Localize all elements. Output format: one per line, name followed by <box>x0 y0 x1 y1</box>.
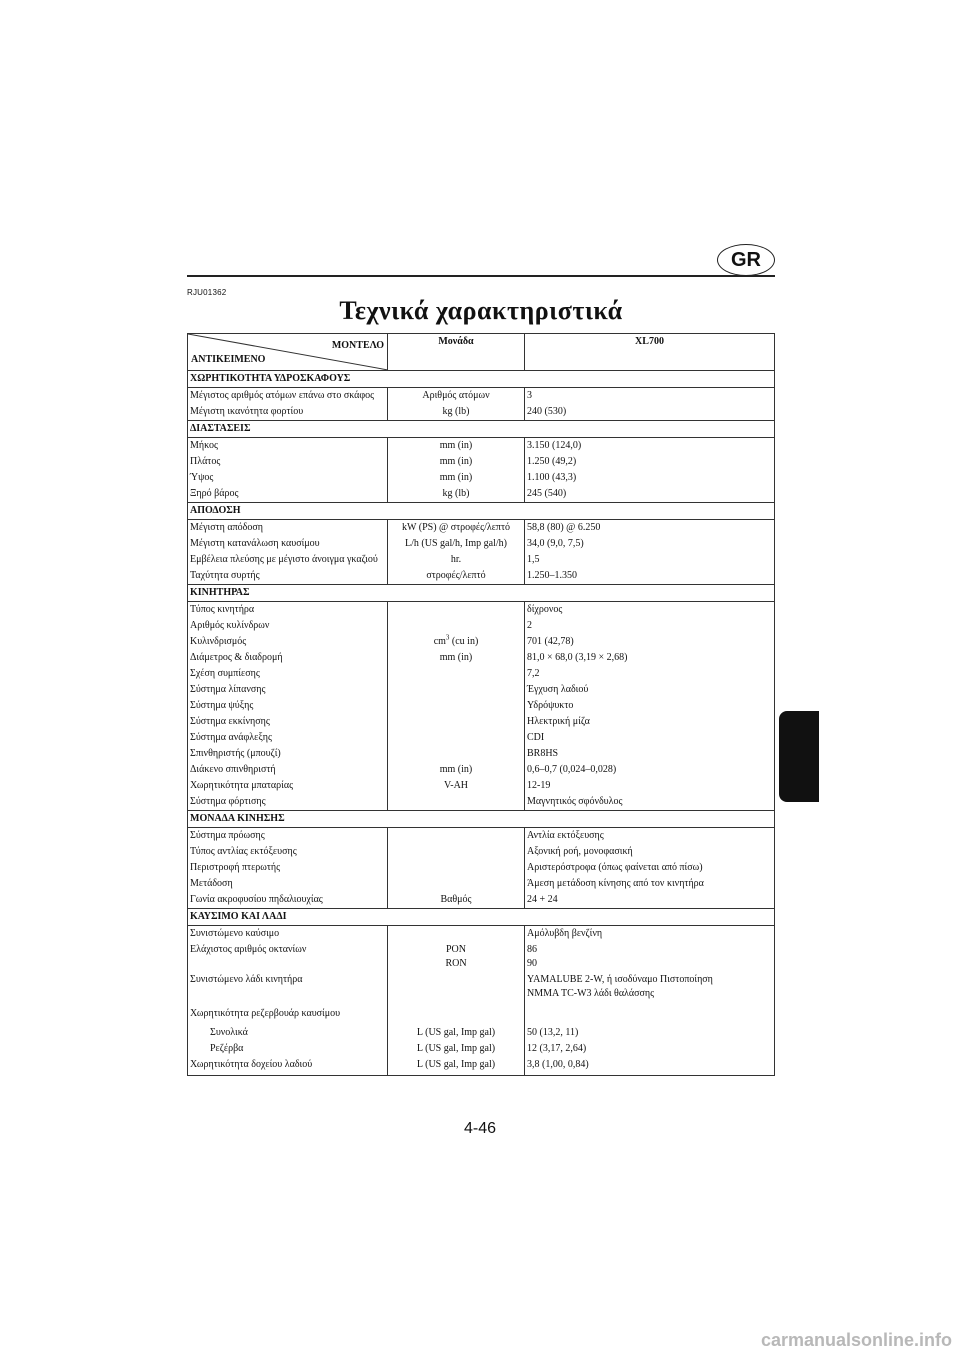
row-unit: Βαθμός <box>388 892 525 909</box>
row-unit: mm (in) <box>388 454 525 470</box>
table-row <box>188 1002 775 1022</box>
row-unit <box>388 602 525 619</box>
section-dimensions <box>188 421 775 438</box>
section-title: ΔΙΑΣΤΑΣΕΙΣ <box>188 421 775 438</box>
table-row <box>188 1022 775 1041</box>
row-unit <box>388 926 525 943</box>
row-unit: kg (lb) <box>388 404 525 421</box>
row-unit: kW (PS) @ στροφές/λεπτό <box>388 520 525 537</box>
row-label: Εμβέλεια πλεύσης με μέγιστο άνοιγμα γκαζιού <box>188 552 388 568</box>
row-unit <box>388 730 525 746</box>
section-engine <box>188 585 775 602</box>
row-value <box>525 972 775 1002</box>
unit-rest: (cu in) <box>449 636 479 647</box>
table-row <box>188 536 775 552</box>
table-row <box>188 778 775 794</box>
row-label: Ξηρό βάρος <box>188 486 388 503</box>
row-label: Μέγιστη κατανάλωση καυσίμου <box>188 536 388 552</box>
section-drive-unit <box>188 811 775 828</box>
row-unit <box>388 844 525 860</box>
row-value: 3 <box>525 388 775 405</box>
language-badge: GR <box>717 244 775 276</box>
section-title: ΚΑΥΣΙΜΟ ΚΑΙ ΛΑΔΙ <box>188 909 775 926</box>
row-label: Σύστημα ψύξης <box>188 698 388 714</box>
row-value: 12-19 <box>525 778 775 794</box>
value-line-1: YAMALUBE 2-W, ή ισοδύναμο Πιστοποίηση <box>527 974 713 985</box>
row-label: Περιστροφή πτερωτής <box>188 860 388 876</box>
table-row <box>188 698 775 714</box>
row-value: 7,2 <box>525 666 775 682</box>
header-model-label: ΜΟΝΤΕΛΟ <box>331 340 384 351</box>
row-unit <box>388 698 525 714</box>
row-label: Τύπος αντλίας εκτόξευσης <box>188 844 388 860</box>
document-code: RJU01362 <box>187 288 227 297</box>
row-unit <box>388 828 525 845</box>
row-unit: V-AH <box>388 778 525 794</box>
row-value: Ηλεκτρική μίζα <box>525 714 775 730</box>
row-unit <box>388 794 525 811</box>
table-row <box>188 650 775 666</box>
row-unit: L (US gal, Imp gal) <box>388 1057 525 1076</box>
row-value: 24 + 24 <box>525 892 775 909</box>
table-row <box>188 972 775 1002</box>
row-unit <box>388 618 525 634</box>
table-row <box>188 454 775 470</box>
section-capacity <box>188 371 775 388</box>
row-unit: L (US gal, Imp gal) <box>388 1041 525 1057</box>
table-row <box>188 730 775 746</box>
table-row <box>188 520 775 537</box>
table-row <box>188 762 775 778</box>
row-label: Συνιστώμενο καύσιμο <box>188 926 388 943</box>
unit-base: cm <box>433 636 446 647</box>
row-unit: hr. <box>388 552 525 568</box>
table-row <box>188 634 775 650</box>
section-title: ΑΠΟΔΟΣΗ <box>188 503 775 520</box>
section-performance <box>188 503 775 520</box>
table-row <box>188 926 775 943</box>
table-row <box>188 876 775 892</box>
row-value <box>525 1002 775 1022</box>
table-row <box>188 844 775 860</box>
row-value: 0,6–0,7 (0,024–0,028) <box>525 762 775 778</box>
page-number: 4-46 <box>463 1120 497 1137</box>
table-row <box>188 486 775 503</box>
value-line-2: NMMA TC-W3 λάδι θαλάσσης <box>527 988 655 999</box>
table-row <box>188 714 775 730</box>
value-pon: 86 <box>527 944 537 955</box>
row-label: Αριθμός κυλίνδρων <box>188 618 388 634</box>
header-item-label: ΑΝΤΙΚΕΙΜΕΝΟ <box>191 354 266 365</box>
value-ron: 90 <box>527 958 537 969</box>
row-value: 1,5 <box>525 552 775 568</box>
table-row <box>188 892 775 909</box>
row-value: Άμεση μετάδοση κίνησης από τον κινητήρα <box>525 876 775 892</box>
unit-pon: PON <box>445 944 466 955</box>
row-label: Ύψος <box>188 470 388 486</box>
row-value: 3,8 (1,00, 0,84) <box>525 1057 775 1076</box>
row-label: Σύστημα φόρτισης <box>188 794 388 811</box>
row-value: δίχρονος <box>525 602 775 619</box>
row-unit: mm (in) <box>388 650 525 666</box>
row-unit: Αριθμός ατόμων <box>388 388 525 405</box>
row-label: Συνιστώμενο λάδι κινητήρα <box>188 972 388 1002</box>
unit-ron: RON <box>445 958 467 969</box>
row-label: Συνολικά <box>188 1022 388 1041</box>
row-label: Σύστημα πρόωσης <box>188 828 388 845</box>
section-title: ΜΟΝΑΔΑ ΚΙΝΗΣΗΣ <box>188 811 775 828</box>
row-label: Χωρητικότητα μπαταρίας <box>188 778 388 794</box>
table-row <box>188 942 775 972</box>
row-value: 58,8 (80) @ 6.250 <box>525 520 775 537</box>
row-label: Σύστημα ανάφλεξης <box>188 730 388 746</box>
row-label: Μήκος <box>188 438 388 455</box>
row-label: Χωρητικότητα δοχείου λαδιού <box>188 1057 388 1076</box>
row-value: Αντλία εκτόξευσης <box>525 828 775 845</box>
row-label: Μέγιστη ικανότητα φορτίου <box>188 404 388 421</box>
row-label: Σύστημα εκκίνησης <box>188 714 388 730</box>
row-label: Διάκενο σπινθηριστή <box>188 762 388 778</box>
section-title: ΚΙΝΗΤΗΡΑΣ <box>188 585 775 602</box>
table-row <box>188 794 775 811</box>
row-unit <box>388 1002 525 1022</box>
row-value: 1.250 (49,2) <box>525 454 775 470</box>
table-row <box>188 470 775 486</box>
row-label: Γωνία ακροφυσίου πηδαλιουχίας <box>188 892 388 909</box>
table-row <box>188 438 775 455</box>
row-value: 1.100 (43,3) <box>525 470 775 486</box>
row-unit <box>388 666 525 682</box>
row-label: Πλάτος <box>188 454 388 470</box>
row-value <box>525 942 775 972</box>
table-row <box>188 828 775 845</box>
row-value: 50 (13,2, 11) <box>525 1022 775 1041</box>
table-row <box>188 618 775 634</box>
row-label: Σχέση συμπίεσης <box>188 666 388 682</box>
row-value: 81,0 × 68,0 (3,19 × 2,68) <box>525 650 775 666</box>
row-value: BR8HS <box>525 746 775 762</box>
watermark: carmanualsonline.info <box>760 1330 952 1350</box>
row-value: Αριστερόστροφα (όπως φαίνεται από πίσω) <box>525 860 775 876</box>
row-value: 245 (540) <box>525 486 775 503</box>
section-fuel-oil <box>188 909 775 926</box>
row-value: 1.250–1.350 <box>525 568 775 585</box>
chapter-tab <box>779 711 819 802</box>
row-unit <box>388 682 525 698</box>
row-label: Ρεζέρβα <box>188 1041 388 1057</box>
row-label: Ελάχιστος αριθμός οκτανίων <box>188 942 388 972</box>
row-unit: mm (in) <box>388 762 525 778</box>
row-label: Τύπος κινητήρα <box>188 602 388 619</box>
section-title: ΧΩΡΗΤΙΚΟΤΗΤΑ ΥΔΡΟΣΚΑΦΟΥΣ <box>188 371 775 388</box>
row-value: 3.150 (124,0) <box>525 438 775 455</box>
row-label: Ταχύτητα συρτής <box>188 568 388 585</box>
row-value: 2 <box>525 618 775 634</box>
table-row <box>188 388 775 405</box>
specifications-table <box>187 333 775 1076</box>
diagonal-header-cell <box>188 334 388 371</box>
row-value: 701 (42,78) <box>525 634 775 650</box>
table-row <box>188 1041 775 1057</box>
table-header-row <box>188 334 775 371</box>
row-value: Μαγνητικός σφόνδυλος <box>525 794 775 811</box>
unit-superscript: 3 <box>445 633 450 642</box>
row-value: 12 (3,17, 2,64) <box>525 1041 775 1057</box>
table-row <box>188 602 775 619</box>
header-model-name: XL700 <box>525 334 775 371</box>
table-row <box>188 404 775 421</box>
row-value: CDI <box>525 730 775 746</box>
row-unit <box>388 942 525 972</box>
table-row <box>188 682 775 698</box>
row-unit <box>388 860 525 876</box>
row-unit: mm (in) <box>388 438 525 455</box>
row-unit <box>388 714 525 730</box>
row-unit: L (US gal, Imp gal) <box>388 1022 525 1041</box>
row-value: 240 (530) <box>525 404 775 421</box>
table-row <box>188 746 775 762</box>
row-unit: kg (lb) <box>388 486 525 503</box>
row-value: Υδρόψυκτο <box>525 698 775 714</box>
row-label: Χωρητικότητα ρεζερβουάρ καυσίμου <box>188 1002 388 1022</box>
row-unit <box>388 746 525 762</box>
table-row <box>188 666 775 682</box>
row-label: Μετάδοση <box>188 876 388 892</box>
row-unit <box>388 876 525 892</box>
row-label: Σπινθηριστής (μπουζί) <box>188 746 388 762</box>
header-rule <box>187 275 775 277</box>
row-unit <box>388 972 525 1002</box>
row-unit: στροφές/λεπτό <box>388 568 525 585</box>
page-title: Τεχνικά χαρακτηριστικά <box>339 296 623 325</box>
row-label: Σύστημα λίπανσης <box>188 682 388 698</box>
row-label: Μέγιστος αριθμός ατόμων επάνω στο σκάφος <box>188 388 388 405</box>
row-unit: mm (in) <box>388 470 525 486</box>
table-row <box>188 860 775 876</box>
header-unit-label: Μονάδα <box>388 334 525 371</box>
table-row <box>188 568 775 585</box>
row-label: Διάμετρος & διαδρομή <box>188 650 388 666</box>
row-value: Αξονική ροή, μονοφασική <box>525 844 775 860</box>
row-unit: L/h (US gal/h, Imp gal/h) <box>388 536 525 552</box>
row-value: Αμόλυβδη βενζίνη <box>525 926 775 943</box>
table-row <box>188 552 775 568</box>
row-value: 34,0 (9,0, 7,5) <box>525 536 775 552</box>
row-unit <box>388 634 525 650</box>
row-label: Κυλινδρισμός <box>188 634 388 650</box>
table-row <box>188 1057 775 1076</box>
row-value: Έγχυση λαδιού <box>525 682 775 698</box>
row-label: Μέγιστη απόδοση <box>188 520 388 537</box>
